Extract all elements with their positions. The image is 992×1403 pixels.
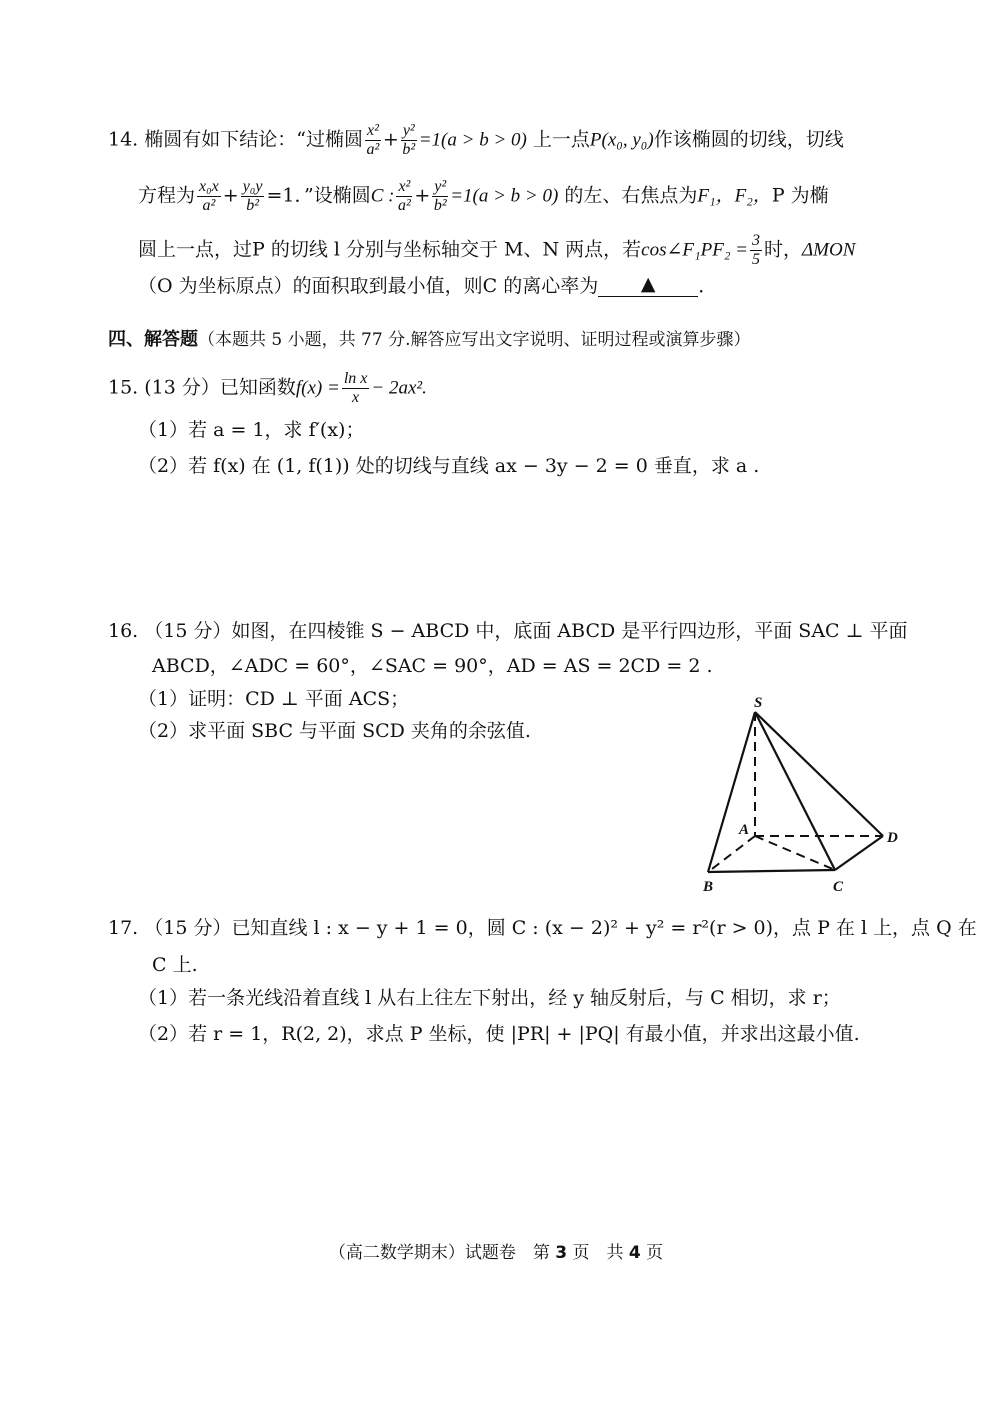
fraction-x2-a2: $\frac{\text{x²}}{\text{a²}}$	[366, 122, 380, 158]
section-note: （本题共 5 小题，共 77 分.解答应写出文字说明、证明过程或演算步骤）	[198, 330, 751, 350]
edge-ab-hidden	[708, 836, 755, 872]
q17-part-2: （2）若 r = 1，R(2, 2)，求点 P 坐标，使 |PR| + |PQ| 有最小值，并求出这最小值.	[138, 1023, 860, 1045]
q14-line-3: 圆上一点，过P 的切线 l 分别与坐标轴交于 M、N 两点，若cos∠F₁PF₂ = $\frac{3}{5}$ 时，ΔMON	[138, 232, 856, 268]
fraction-lnx-x: $\frac{\text{ln x}}{x}$	[343, 370, 368, 406]
answer-marker-icon: ▲	[640, 273, 656, 295]
label-d: D	[887, 830, 898, 846]
edge-ac-hidden	[755, 836, 835, 870]
edge-bc	[708, 870, 835, 872]
q17-line-2: C 上.	[152, 954, 198, 976]
fraction-y2-b2: $\frac{\text{y²}}{\text{b²}}$	[402, 122, 416, 158]
fraction-y2-b2-c: $\frac{\text{y²}}{\text{b²}}$	[433, 178, 447, 214]
label-c: C	[833, 879, 844, 895]
q17-line-1: 17. （15 分）已知直线 l : x − y + 1 = 0，圆 C : (x − 2)² + y² = r²(r > 0)，点 P 在 l 上，点 Q 在	[108, 917, 977, 939]
total-pages: 4	[628, 1243, 641, 1263]
label-b: B	[703, 879, 714, 895]
q16-part-2: （2）求平面 SBC 与平面 SCD 夹角的余弦值.	[138, 720, 531, 742]
edge-cd	[835, 836, 883, 870]
q15-part-2: （2）若 f(x) 在 (1, f(1)) 处的切线与直线 ax − 3y − 2 = 0 垂直，求 a .	[138, 455, 760, 477]
edge-sb	[708, 712, 755, 872]
section-title: 四、解答题	[108, 329, 198, 350]
q14-line-2: 方程为 $\frac{\text{x₀x}}{\text{a²}}$ + $\frac{\text{y₀y}}{\text{b²}}$ =1．”设椭圆C : $\frac{\text{x²}}{\text{a²}}$ + $\frac{\text{y²}}{\text{b²}}$ =1(a > b > 0) 的左、右焦点为F₁，F₂，P 为椭	[138, 178, 829, 214]
q14-point-p: P(x₀, y₀)	[589, 129, 654, 151]
q14-line-1: 14. 椭圆有如下结论：“过椭圆 $\frac{\text{x²}}{\text{a²}}$ + $\frac{\text{y²}}{\text{b²}}$ =1(a > b > 0) 上一点P(x₀, y₀)作该椭圆的切线，切线	[108, 122, 844, 158]
q16-line-2: ABCD，∠ADC = 60°，∠SAC = 90°，AD = AS = 2CD = 2 .	[152, 655, 713, 677]
section-heading	[108, 327, 750, 352]
page-footer: （高二数学期末）试题卷 第 3 页 共 4 页	[328, 1243, 664, 1263]
edge-sd	[755, 712, 883, 836]
fraction-x0x-a2: $\frac{\text{x₀x}}{\text{a²}}$	[199, 178, 219, 214]
answer-blank	[598, 272, 698, 297]
q15-part-1: （1）若 a = 1，求 f′(x)；	[138, 419, 365, 441]
fraction-x2-a2-c: $\frac{\text{x²}}{\text{a²}}$	[398, 178, 411, 214]
q14-line-4: （O 为坐标原点）的面积取到最小值，则C 的离心率为 ▲ ．	[138, 273, 718, 297]
q14-ellipse-condition: =1(a > b > 0)	[418, 129, 527, 151]
fraction-y0y-b2: $\frac{\text{y₀y}}{\text{b²}}$	[242, 178, 263, 214]
page-number: 3	[555, 1243, 568, 1263]
pyramid-figure	[690, 690, 910, 900]
label-a: A	[739, 822, 750, 838]
q17-part-1: （1）若一条光线沿着直线 l 从右上往左下射出，经 y 轴反射后，与 C 相切，求 r；	[138, 987, 841, 1009]
q14-text-1a: 14. 椭圆有如下结论：“过椭圆	[108, 128, 363, 151]
fraction-3-5: $\frac{3}{5}$	[752, 232, 761, 268]
q16-line-1: 16. （15 分）如图，在四棱锥 S − ABCD 中，底面 ABCD 是平行四边形，平面 SAC ⊥ 平面	[108, 620, 908, 642]
edge-sc	[755, 712, 835, 870]
q15-line-1: 15. (13 分）已知函数f(x) = $\frac{\text{ln x}}{x}$ − 2ax².	[108, 370, 427, 406]
q16-part-1: （1）证明：CD ⊥ 平面 ACS；	[138, 688, 410, 710]
label-s: S	[754, 695, 763, 711]
